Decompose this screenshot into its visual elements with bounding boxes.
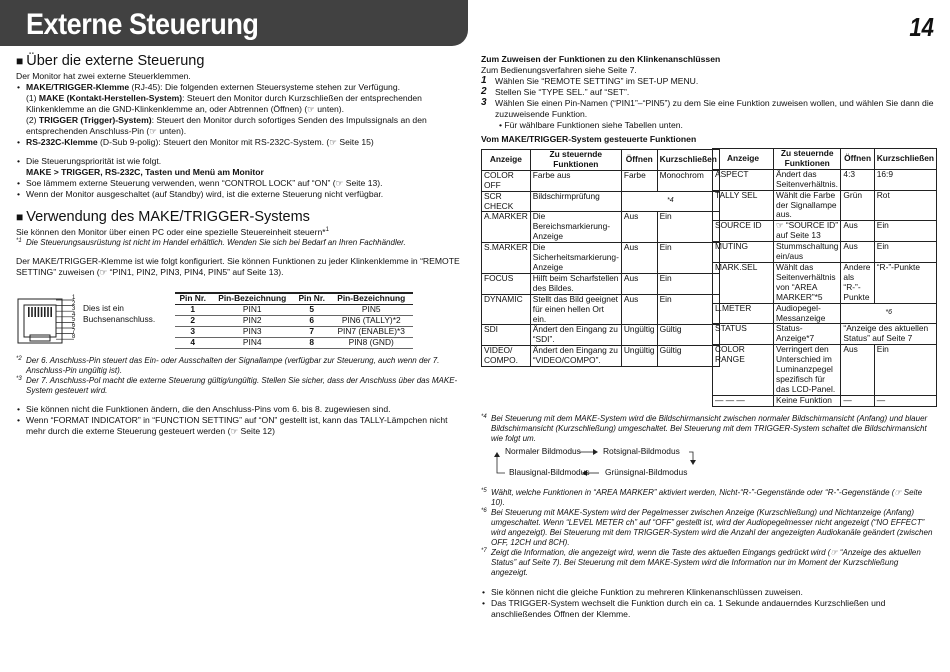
table-row [482, 273, 720, 294]
pin-label: 7 [72, 328, 76, 335]
table-cell: Farbe [621, 170, 657, 191]
table-cell: *6 [841, 303, 937, 324]
table-row [713, 395, 937, 406]
pin-contact [34, 307, 36, 317]
pin-label: 3 [72, 306, 76, 313]
table-row [713, 345, 937, 396]
table-cell: Aus [621, 243, 657, 274]
table-cell: Ein [874, 242, 936, 263]
table-row [713, 169, 937, 190]
table-cell: 2 [175, 315, 210, 326]
footnote-4: *4 Bei Steuerung mit dem MAKE-System wird die Bildschirmansicht zwischen normaler Bildschirmansicht (Anfang) und blauer Bildschirmansicht (Kurzschließung) umgeschaltet. Bei Steuerung mit dem TRIGGER-System schaltet die Bildschirmansicht wie folgt um. [481, 414, 928, 443]
pin-label: 8 [72, 334, 76, 341]
table-cell: Stellt das Bild geeignet für einen hellen Ort ein. [530, 294, 621, 325]
table-cell: 5 [294, 304, 329, 315]
table-cell: Wählt die Farbe der Signallampe aus. [774, 190, 841, 221]
table-row [713, 190, 937, 221]
table-cell: *4 [621, 191, 719, 212]
table-cell: Ein [874, 221, 936, 242]
pin-footnotes [16, 356, 464, 437]
right-column [481, 54, 937, 619]
section-heading-external-control: ■ Über die externe Steuerung [16, 53, 205, 69]
table-cell: Gültig [657, 325, 719, 346]
table-cell: PIN7 (ENABLE)*3 [329, 326, 413, 337]
config-text: Der MAKE/TRIGGER-Klemme ist wie folgt konfiguriert. Sie können Funktionen zu jeder Klinkenklemme in “REMOTE SETTING” zuweisen (☞ “PIN1, PIN2, PIN3, PIN4, PIN5” auf Seite 13). [16, 256, 460, 278]
table-cell: FOCUS [482, 273, 531, 294]
table-row [713, 262, 937, 303]
table-cell: Farbe aus [530, 170, 621, 191]
table-cell: Ändert den Eingang zu “SDI”. [530, 325, 621, 346]
table-row [482, 191, 720, 212]
table-cell: Ein [874, 345, 936, 396]
table-cell: STATUS [713, 324, 774, 345]
table-row [713, 324, 937, 345]
table-row [482, 325, 720, 346]
right-notes-list [481, 587, 937, 620]
table-cell: Aus [841, 221, 874, 242]
table-cell: Rot [874, 190, 936, 221]
table-row [175, 326, 413, 337]
table-cell: Keine Funktion [774, 395, 841, 406]
table-cell: 6 [294, 315, 329, 326]
table-cell: Monochrom [657, 170, 719, 191]
table-cell: SOURCE ID [713, 221, 774, 242]
table-header: Anzeige [713, 149, 774, 170]
table-cell: Gültig [657, 346, 719, 367]
pin-label: 6 [72, 322, 76, 329]
table-cell: VIDEO/ COMPO. [482, 346, 531, 367]
table-cell: PIN6 (TALLY)*2 [329, 315, 413, 326]
table-cell: 8 [294, 337, 329, 348]
list-item: • Wenn “FORMAT INDICATOR” in “FUNCTION SETTING” auf “ON” gestellt ist, kann das TALLY-Lämpchen nicht mehr durch die externe Steuerung gesteuert werden (☞ Seite 12) [16, 415, 464, 437]
red-mode-label: Rotsignal-Bildmodus [603, 446, 680, 456]
pin-contact [44, 307, 46, 317]
table-cell: Aus [841, 242, 874, 263]
table-cell: A.MARKER [482, 212, 531, 243]
intro-text: Der Monitor hat zwei externe Steuerklemmen. [16, 71, 191, 82]
rj45-connector-icon [16, 297, 78, 347]
pin-label: 2 [72, 300, 76, 307]
steps-list [481, 76, 937, 131]
screen-mode-cycle-diagram [493, 446, 723, 478]
pin-contact [50, 307, 52, 317]
list-item: • RS-232C-Klemme (D-Sub 9-polig): Steuert den Monitor mit RS-232C-System. (☞ Seite 15) [16, 137, 464, 148]
functions-table-1 [481, 149, 720, 367]
square-bullet-icon: ■ [16, 210, 24, 225]
footnote-6: *6 Bei Steuerung mit MAKE-System wird der Pegelmesser zwischen Anzeige (Kurzschließung) und Nichtanzeige (Anfang) umgeschaltet. Wenn “LEVEL METER ch” auf “OFF” gestellt ist, wird der Audiopegelmesser nicht angezeigt (“NO EFFECT” wird angezeigt). Bei Steuerung mit dem TRIGGER-System wird die Anzahl der angezeigten Audiokanäle geändert (zwischen OFF, 12CH und 8CH). [481, 508, 933, 547]
table-header: Zu steuernde Funktionen [774, 149, 841, 170]
table-cell: MUTING [713, 242, 774, 263]
table-row [482, 243, 720, 274]
pin-contact [31, 307, 33, 317]
table-cell: Aus [841, 345, 874, 396]
table-cell: TALLY SEL [713, 190, 774, 221]
table-cell: Verringert den Unterschied im Luminanzpegel spezifisch für das LCD-Panel. [774, 345, 841, 396]
table-row [482, 212, 720, 243]
table-cell: Ungültig [621, 325, 657, 346]
step-item: 2 Stellen Sie “TYPE SEL.” auf “SET”. [481, 86, 630, 97]
table-row [713, 303, 937, 324]
table-cell: “Anzeige des aktuellen Status” auf Seite 7 [841, 324, 937, 345]
list-item: • Die Steuerungspriorität ist wie folgt. MAKE > TRIGGER, RS-232C, Tasten und Menü am Monitor [16, 156, 464, 178]
table-cell: PIN3 [210, 326, 294, 337]
step-item: 1 Wählen Sie “REMOTE SETTING” im SET-UP MENU. [481, 75, 699, 86]
table-cell: Ein [657, 212, 719, 243]
table-cell: Status-Anzeige*7 [774, 324, 841, 345]
table-header: Kurzschließen [874, 149, 936, 170]
table-cell: “R-”-Punkte [874, 262, 936, 303]
table-cell: 4 [175, 337, 210, 348]
functions-table-2 [712, 148, 937, 407]
pin-contact [38, 307, 40, 317]
table-cell: Audiopegel-Messanzeige [774, 303, 841, 324]
table-header: Anzeige [482, 150, 531, 171]
green-mode-label: Grünsignal-Bildmodus [605, 467, 688, 477]
table-cell: — [874, 395, 936, 406]
table-cell: Aus [621, 273, 657, 294]
page-number: 14 [909, 12, 934, 42]
assign-heading: Zum Zuweisen der Funktionen zu den Klinkenanschlüssen [481, 54, 721, 64]
table-cell: — [841, 395, 874, 406]
functions-table-heading: Vom MAKE/TRIGGER-System gesteuerte Funktionen [481, 134, 697, 144]
table-row [713, 242, 937, 263]
connector-label: Dies ist ein Buchsenanschluss. [83, 303, 156, 324]
table-cell: Ändert das Seitenverhältnis. [774, 169, 841, 190]
table-cell: Ändert den Eingang zu “VIDEO/COMPO”. [530, 346, 621, 367]
section-heading-make-trigger: ■ Verwendung des MAKE/TRIGGER-Systems [16, 209, 310, 226]
table-cell: ☞ “SOURCE ID” auf Seite 13 [774, 221, 841, 242]
make-system-desc: (1) MAKE (Kontakt-Herstellen-System): Steuert den Monitor durch Kurzschließen der entsprechenden Klinkenklemme an die GND-Klinkenklemme an, oder Abtrennen (Öffnen) (☞ unten). [26, 93, 422, 115]
footnote-7: *7 Zeigt die Information, die angezeigt wird, wenn die Taste des aktuellen Eingangs gedrückt wird (☞ “Anzeige des aktuellen Status” auf Seite 7). Bei Steuerung mit dem MAKE-System wird die Information nur im Moment der Kurzschließung angezeigt. [481, 548, 921, 577]
table-cell: Wählt das Seitenverhältnis von “AREA MARKER”*5 [774, 262, 841, 303]
table-row [713, 221, 937, 242]
trigger-system-desc: (2) TRIGGER (Trigger)-System): Steuert den Monitor durch sofortiges Senden des Impulssignals an den entsprechenden Anschluss-Pin (☞ unten). [26, 115, 427, 137]
list-item: • Sie können nicht die gleiche Funktion zu mehreren Klinkenanschlüssen zuweisen. [481, 587, 937, 598]
list-item: • Soe lämmem externe Steuerung verwenden, wenn “CONTROL LOCK” auf “ON” (☞ Seite 13). [16, 178, 464, 189]
table-cell: PIN5 [329, 304, 413, 315]
pin-label: 5 [72, 317, 76, 324]
table-cell: 7 [294, 326, 329, 337]
table-cell: Andere als “R-”-Punkte [841, 262, 874, 303]
make-trigger-intro: Sie können den Monitor über einen PC oder eine spezielle Steuereinheit steuern*$^1$ [16, 227, 329, 238]
footnote-1: *1 Die Steuerungsausrüstung ist nicht im Handel erhältlich. Wenden Sie sich bei Bedarf an Ihren Fachhändler. [16, 238, 406, 248]
table-cell: Ein [657, 273, 719, 294]
pin-contact [41, 307, 43, 317]
footnote-3: *3 Der 7. Anschluss-Pol macht die externe Steuerung gültig/ungültig. Stellen Sie sicher, dass der Anschluss über das MAKE-System gesteuert wird. [16, 376, 458, 395]
table-cell: Die Bereichsmarkierung-Anzeige [530, 212, 621, 243]
pin-contact [47, 307, 49, 317]
blue-mode-label: Blausignal-Bildmodus [509, 467, 590, 477]
table-cell: SDI [482, 325, 531, 346]
table-row [482, 170, 720, 191]
table-row [482, 346, 720, 367]
step-item: 3 Wählen Sie einen Pin-Namen (“PIN1”–“PIN5”) zu dem Sie eine Funktion zuweisen wollen, und wählen Sie dann die zuzuweisende Funktion. [481, 97, 934, 119]
table-cell: 16:9 [874, 169, 936, 190]
table-header: Kurzschließen [657, 150, 719, 171]
table-cell: PIN2 [210, 315, 294, 326]
table-cell: L.METER [713, 303, 774, 324]
table-cell: PIN8 (GND) [329, 337, 413, 348]
table-cell: 1 [175, 304, 210, 315]
notes-list [16, 156, 464, 200]
table-row [175, 315, 413, 326]
footnotes-5-7 [481, 488, 937, 578]
table-cell: Ein [657, 243, 719, 274]
page-header-bar [0, 0, 468, 46]
table-cell: PIN1 [210, 304, 294, 315]
table-cell: Ein [657, 294, 719, 325]
table-cell: Hilft beim Scharfstellen des Bildes. [530, 273, 621, 294]
list-item: • Sie können nicht die Funktionen ändern, die den Anschluss-Pins vom 6. bis 8. zugewiesen sind. [16, 404, 464, 415]
footnote-2: *2 Der 6. Anschluss-Pin steuert das Ein- oder Ausschalten der Signallampe (verfügbar zur Steuerung, auch wenn der 7. Anschluss-Pin ungültig ist). [16, 356, 440, 375]
table-header: Öffnen [621, 150, 657, 171]
table-cell: COLOR RANGE [713, 345, 774, 396]
table-cell: Stummschaltung ein/aus [774, 242, 841, 263]
pin-label: 4 [72, 311, 76, 318]
table-cell: SCR CHECK [482, 191, 531, 212]
pin-table [175, 292, 413, 349]
pin-number-labels [72, 296, 75, 341]
pin-label: 1 [72, 295, 76, 301]
table-cell: Grün [841, 190, 874, 221]
table-header: Öffnen [841, 149, 874, 170]
table-cell: 4:3 [841, 169, 874, 190]
pin-notes-list [16, 404, 464, 437]
pin-contact [28, 307, 30, 317]
table-header: Zu steuernde Funktionen [530, 150, 621, 171]
table-row [482, 294, 720, 325]
table-cell: Bildschirmprüfung [530, 191, 621, 212]
normal-mode-label: Normaler Bildmodus [505, 446, 581, 456]
table-cell: PIN4 [210, 337, 294, 348]
table-cell: S.MARKER [482, 243, 531, 274]
table-cell: 3 [175, 326, 210, 337]
list-item: • MAKE/TRIGGER-Klemme (RJ-45): Die folgenden externen Steuersysteme stehen zur Verfügung. (1) MAKE (Kontakt-Herstellen-System): Steuert den Monitor durch Kurzschließen der entsprechenden Klinkenklemme an die GND-Klinkenklemme an, oder Abtrennen (Öffnen) (☞ unten). (2) TRIGGER (Trigger)-System): Steuert den Monitor durch sofortiges Senden des Impulssignals an den entsprechenden Anschluss-Pin (☞ unten). [16, 82, 464, 137]
assign-intro: Zum Bedienungsverfahren siehe Seite 7. [481, 65, 637, 75]
table-header: Pin Nr. [175, 293, 210, 304]
table-header: Pin-Bezeichnung [329, 293, 413, 304]
square-bullet-icon: ■ [16, 54, 24, 68]
table-cell: DYNAMIC [482, 294, 531, 325]
table-cell: Aus [621, 294, 657, 325]
table-cell: Aus [621, 212, 657, 243]
table-cell: MARK.SEL [713, 262, 774, 303]
left-column [16, 52, 464, 436]
step-subnote: • Für wählbare Funktionen siehe Tabellen unten. [499, 120, 683, 130]
table-header: Pin Nr. [294, 293, 329, 304]
page-title: Externe Steuerung [26, 8, 259, 41]
footnote-5: *5 Wählt, welche Funktionen in “AREA MARKER” aktiviert werden, Nicht-“R-”-Gegenstände oder “R-”-Gegenstände (☞ Seite 10). [481, 488, 923, 507]
table-cell: Die Sicherheitsmarkierung-Anzeige [530, 243, 621, 274]
terminal-list [16, 82, 464, 148]
table-header: Pin-Bezeichnung [210, 293, 294, 304]
table-row [175, 337, 413, 348]
table-cell: COLOR OFF [482, 170, 531, 191]
table-cell: — — — [713, 395, 774, 406]
list-item: • Wenn der Monitor ausgeschaltet (auf Standby) wird, ist die externe Steuerung nicht verfügbar. [16, 189, 464, 200]
table-cell: Ungültig [621, 346, 657, 367]
table-cell: ASPECT [713, 169, 774, 190]
table-row [175, 304, 413, 315]
list-item: • Das TRIGGER-System wechselt die Funktion durch ein ca. 1 Sekunde andauerndes Kurzschließen und anschließendes Öffnen der Klemme. [481, 598, 937, 620]
